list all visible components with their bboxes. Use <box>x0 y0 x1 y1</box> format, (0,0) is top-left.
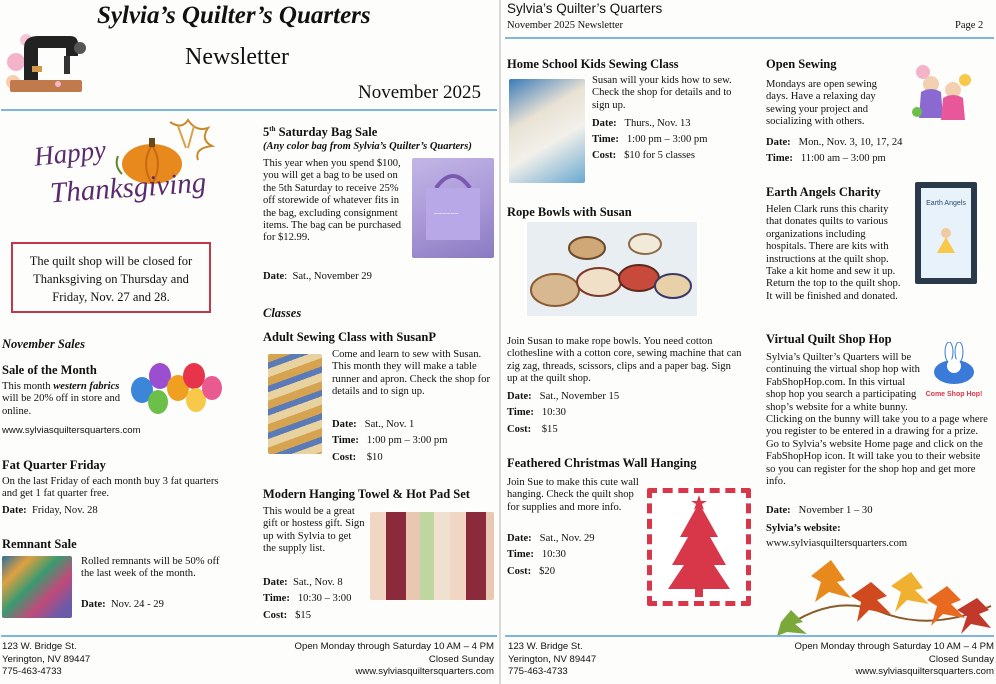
rope-date: Date: Sat., November 15 <box>507 391 620 402</box>
bag-sale-text: This year when you spend $100, you will get a bag to be used on the 5th Saturday to receive 25% off storewide of whatever fits in the bag, excluding consignment items. The bag can be purchased for $12.99. <box>263 158 402 244</box>
bunny-icon <box>925 342 983 386</box>
page2-header-sub: November 2025 Newsletter <box>507 20 624 31</box>
remnant-heading: Remnant Sale <box>2 537 77 551</box>
page2-header-rule <box>505 37 994 39</box>
adult-class-text: Come and learn to sew with Susan. This month they will make a table runner and apron. Check the shop for details and to sign up. <box>332 349 490 398</box>
rope-cost: Cost: $15 <box>507 424 558 435</box>
page2-footer-rule <box>505 635 994 637</box>
sale-of-month-heading: Sale of the Month <box>2 363 97 377</box>
kids-sewing-photo <box>509 79 585 183</box>
page-number: Page 2 <box>955 20 984 31</box>
towel-text: This would be a great gift or hostess gift. Sign up with Sylvia to get the supply list. <box>263 506 365 555</box>
feathered-date: Date: Sat., Nov. 29 <box>507 533 595 544</box>
page2-footer-address: 123 W. Bridge St. Yerington, NV 89447 775-463-4733 <box>508 641 597 678</box>
rope-heading: Rope Bowls with Susan <box>507 205 632 219</box>
footer-address: 123 W. Bridge St. Yerington, NV 89447 775-463-4733 <box>2 641 91 678</box>
homeschool-cost: Cost: $10 for 5 classes <box>592 150 695 161</box>
remnant-photo <box>2 556 72 618</box>
remnant-date: Date: Nov. 24 - 29 <box>81 599 164 610</box>
footer-rule <box>1 635 497 637</box>
towel-heading: Modern Hanging Towel & Hot Pad Set <box>263 487 470 501</box>
closed-notice: The quilt shop will be closed for Thanksgiving on Thursday and Friday, Nov. 27 and 28. <box>11 242 211 313</box>
earth-angels-text: Helen Clark runs this charity that donates quilts to various organizations including hospitals. There are kits with instructions at the quilt shop. Take a kit home and sew it up. Return the top to the quilt shop. It will be finished and donated. <box>766 204 901 302</box>
shop-hop-logo[interactable] <box>925 342 983 396</box>
homeschool-text: Susan will your kids how to sew. Check the shop for details and to sign up. <box>592 75 732 111</box>
footer-url[interactable]: www.sylviasquiltersquarters.com <box>355 666 494 678</box>
classes-heading: Classes <box>263 306 302 320</box>
masthead-title: Sylvia’s Quilter’s Quarters <box>97 2 371 29</box>
angel-icon <box>931 225 961 255</box>
autumn-leaves-illustration <box>771 552 996 636</box>
earth-angels-heading: Earth Angels Charity <box>766 185 881 199</box>
towel-cost: Cost: $15 <box>263 610 311 621</box>
footer-hours: Open Monday through Saturday 10 AM – 4 PM Closed Sunday www.sylviasquiltersquarters.com <box>294 641 494 678</box>
shop-hop-date: Date: November 1 – 30 <box>766 505 873 516</box>
shop-hop-heading: Virtual Quilt Shop Hop <box>766 332 892 346</box>
sale-of-month-text: This month western fabrics will be 20% off in store and online. <box>2 381 121 417</box>
feathered-time: Time: 10:30 <box>507 549 566 560</box>
table-runner-photo <box>268 354 322 454</box>
bag-photo <box>412 158 494 258</box>
shop-hop-website-label: Sylvia’s website: <box>766 523 841 534</box>
open-sewing-time: Time: 11:00 am – 3:00 pm <box>766 153 886 164</box>
thanksgiving-art <box>32 118 217 222</box>
november-sales-heading: November Sales <box>2 337 85 351</box>
page2-header-title: Sylvia’s Quilter’s Quarters <box>507 1 663 16</box>
christmas-tree-wall-hanging-photo <box>647 488 751 606</box>
svg-text:~~~~~~: ~~~~~~ <box>434 211 459 218</box>
earth-angels-poster-text: Earth Angels <box>926 200 966 207</box>
rope-text: Join Susan to make rope bowls. You need cotton clothesline with a cotton core, sewing machine that can zig zag, threads, scissors, clips and a paper bag. Sign up at the quilt shop. <box>507 336 742 385</box>
rope-time: Time: 10:30 <box>507 407 566 418</box>
towel-time: Time: 10:30 – 3:00 <box>263 593 352 604</box>
open-sewing-heading: Open Sewing <box>766 57 837 71</box>
open-sewing-date: Date: Mon., Nov. 3, 10, 17, 24 <box>766 137 903 148</box>
feathered-heading: Feathered Christmas Wall Hanging <box>507 456 697 470</box>
bag-sale-heading: 5th Saturday Bag Sale <box>263 125 378 140</box>
christmas-tree-icon <box>652 493 746 601</box>
homeschool-time: Time: 1:00 pm – 3:00 pm <box>592 134 708 145</box>
sale-of-month-url[interactable]: www.sylviasquiltersquarters.com <box>2 425 141 436</box>
bag-sale-subtitle: (Any color bag from Sylvia’s Quilter’s Quarters) <box>263 141 472 152</box>
shop-hop-logo-text: Come Shop Hop! <box>925 391 983 398</box>
sewing-machine-illustration <box>4 22 88 98</box>
balloons-illustration <box>128 360 226 418</box>
newsletter-title: Newsletter <box>185 44 289 70</box>
fat-quarter-date: Date: Friday, Nov. 28 <box>2 505 98 516</box>
adult-class-date: Date: Sat., Nov. 1 <box>332 419 415 430</box>
newsletter-page-2 <box>501 0 996 684</box>
fat-quarter-text: On the last Friday of each month buy 3 fat quarters and get 1 fat quarter free. <box>2 476 219 500</box>
thanksgiving-happy: Happy <box>32 134 108 172</box>
header-rule <box>1 109 497 111</box>
page2-footer-hours: Open Monday through Saturday 10 AM – 4 PM Closed Sunday www.sylviasquiltersquarters.com <box>794 641 994 678</box>
towel-photo <box>370 512 494 600</box>
page2-footer-url[interactable]: www.sylviasquiltersquarters.com <box>855 666 994 678</box>
towel-date: Date: Sat., Nov. 8 <box>263 577 343 588</box>
bag-sale-date: Date: Sat., November 29 <box>263 271 372 282</box>
open-sewing-text: Mondays are open sewing days. Have a relaxing day sewing your project and socializing with others. <box>766 79 877 128</box>
remnant-text: Rolled remnants will be 50% off the last week of the month. <box>81 556 220 580</box>
sewing-friends-illustration <box>909 62 975 126</box>
adult-class-cost: Cost: $10 <box>332 452 383 463</box>
earth-angels-poster <box>915 182 977 284</box>
adult-class-heading: Adult Sewing Class with SusanP <box>263 330 436 344</box>
feathered-text: Join Sue to make this cute wall hanging. Check the quilt shop for supplies and more info. <box>507 477 639 513</box>
fat-quarter-heading: Fat Quarter Friday <box>2 458 106 472</box>
thanksgiving-word: Thanksgiving <box>49 166 208 210</box>
shop-hop-text-flow: Sylvia’s Quilter’s Quarters will be continuing the virtual shop hop with FabShopHop.com. In this virtual shop hop you search a participating shop’s website for a white bunny. Clicking on the bunny will take you to a page where you register to be entered in a drawing for a prize. Go to Sylvia’s website Home page and click on the FabShopHop icon. It will take you to their website so you can register for the shop hop and get more info. <box>766 352 988 488</box>
feathered-cost: Cost: $20 <box>507 566 555 577</box>
shop-hop-website-url[interactable]: www.sylviasquiltersquarters.com <box>766 538 908 549</box>
adult-class-time: Time: 1:00 pm – 3:00 pm <box>332 435 448 446</box>
homeschool-heading: Home School Kids Sewing Class <box>507 57 679 71</box>
rope-bowls-photo <box>527 222 697 316</box>
homeschool-date: Date: Thurs., Nov. 13 <box>592 118 691 129</box>
newsletter-date: November 2025 <box>358 82 481 103</box>
